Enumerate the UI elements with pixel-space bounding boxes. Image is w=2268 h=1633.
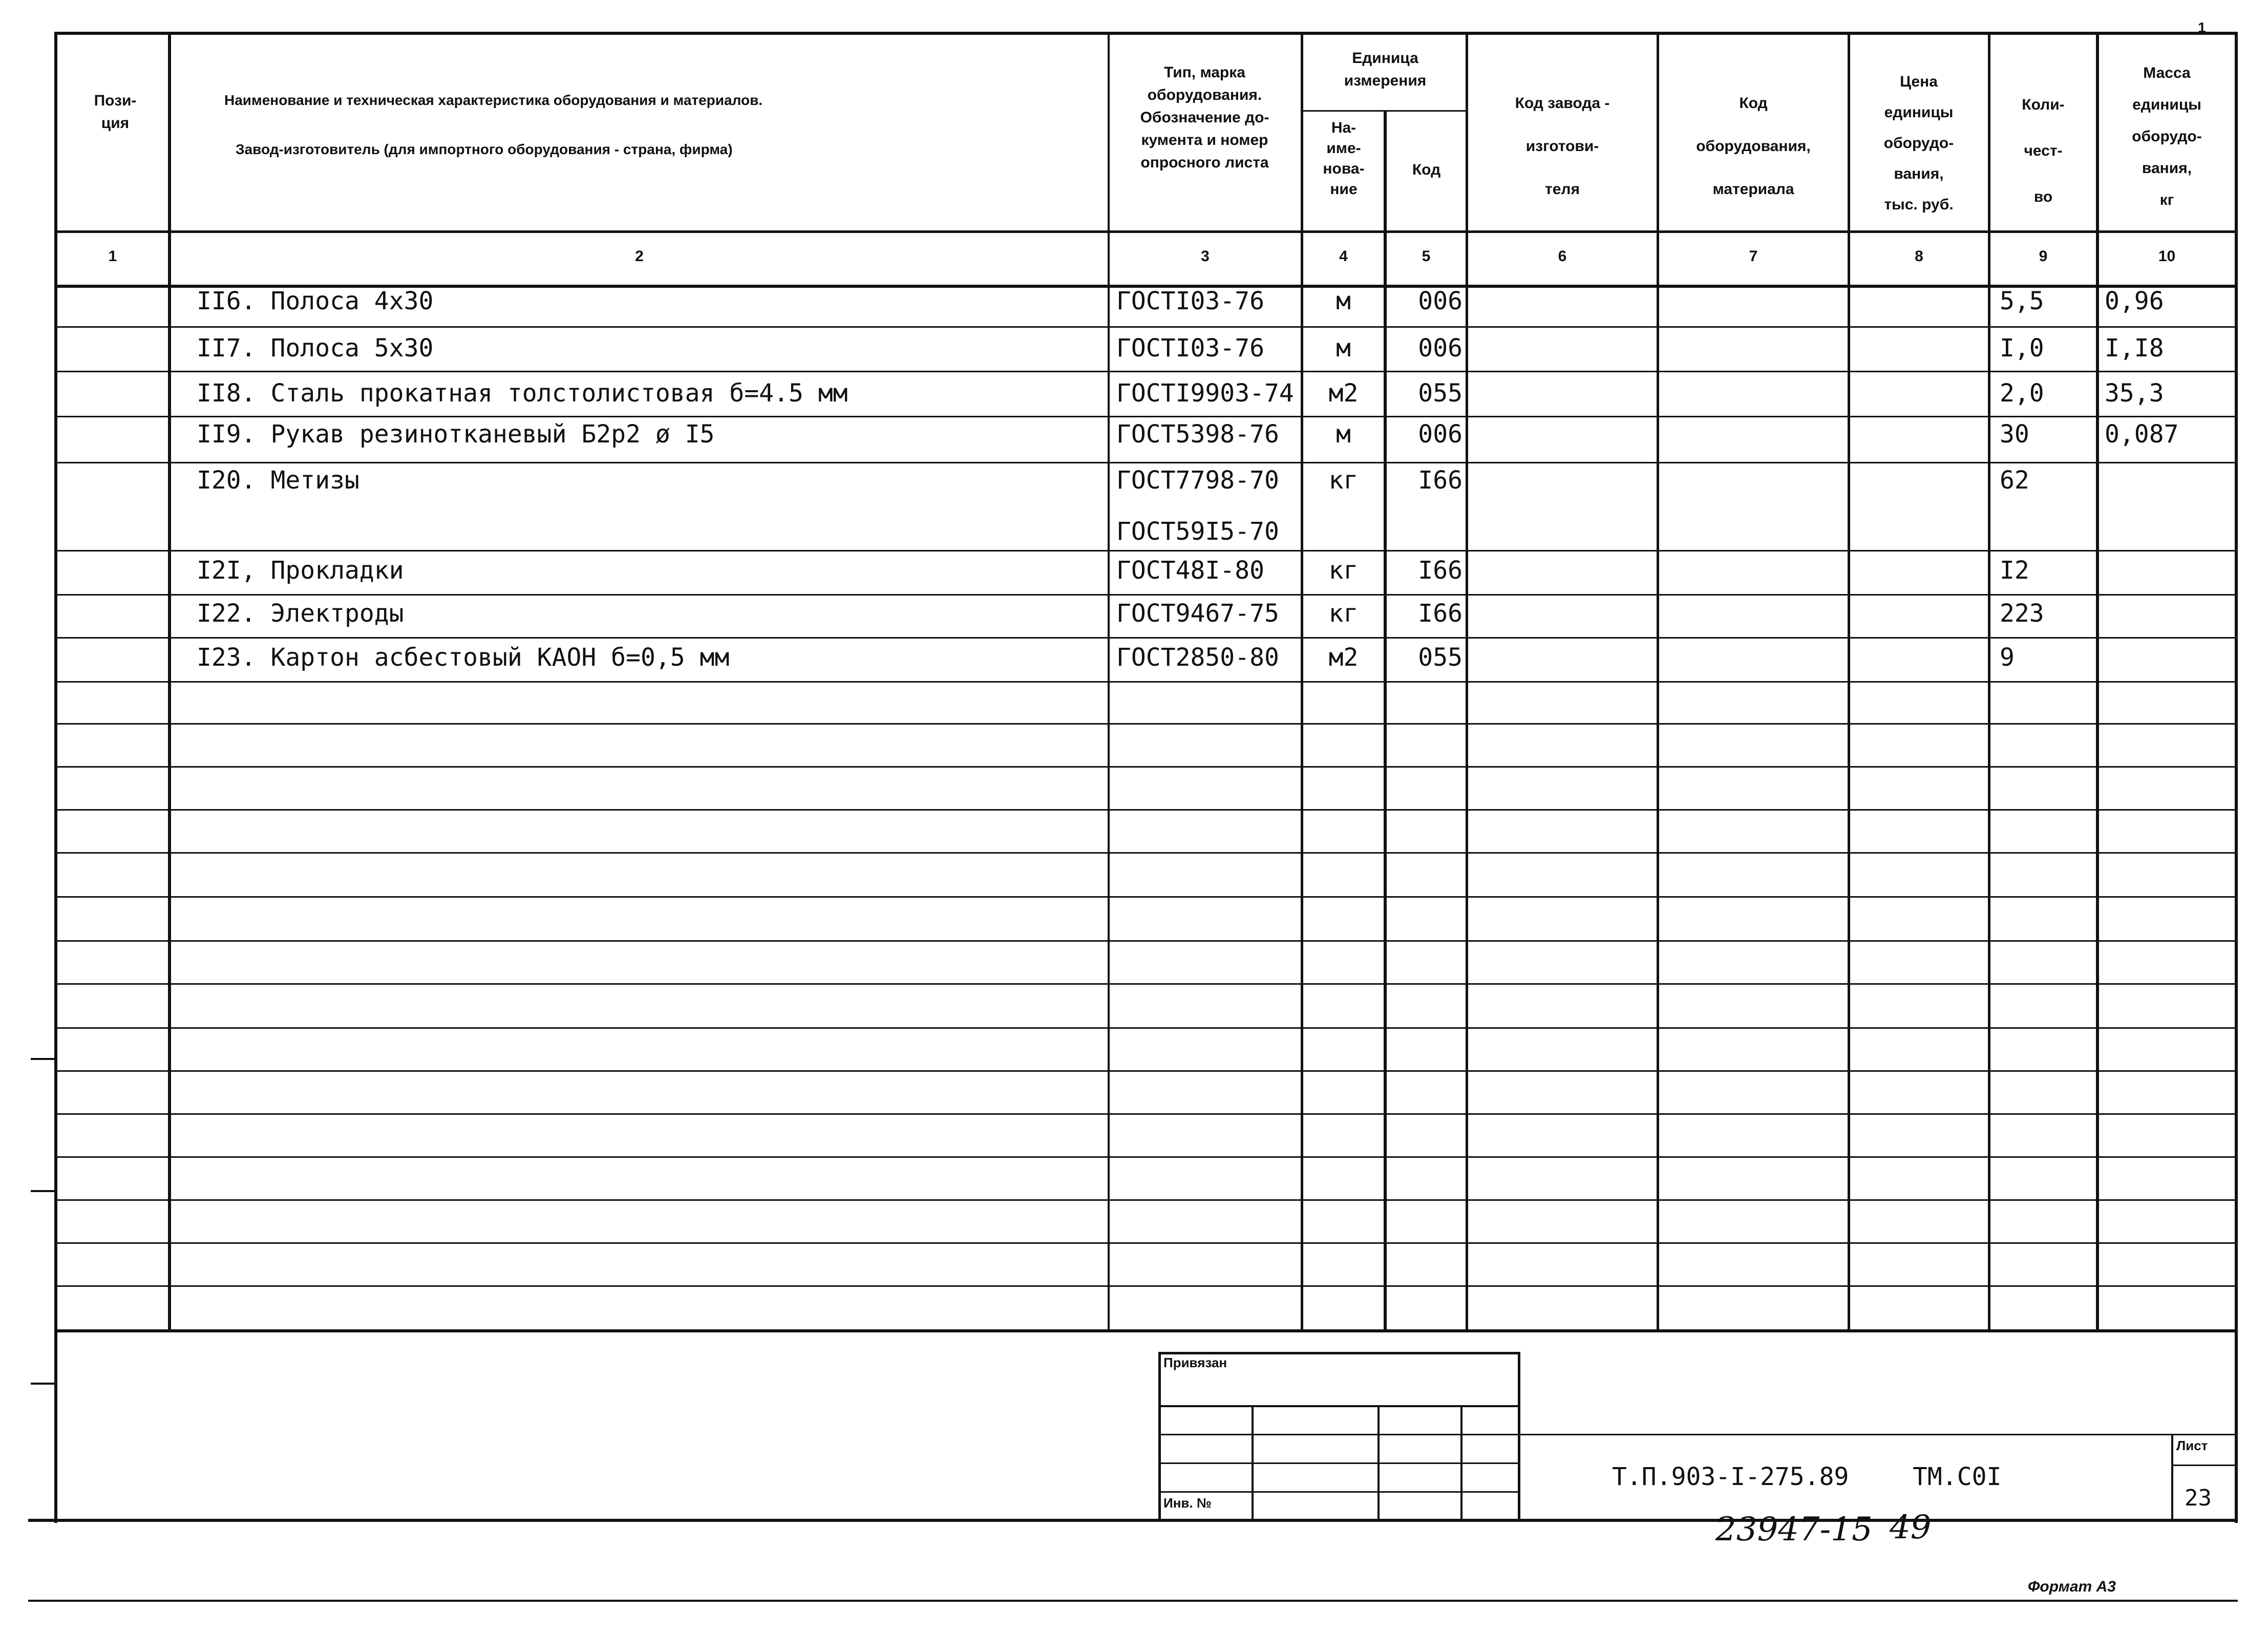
row-doc-cell: ГОСТI03-76 [1116,287,1264,315]
header-col10: Масса единицы оборудо- вания, кг [2132,65,2202,208]
row-mass-cell: 0,087 [2105,420,2179,449]
row-doc-cell: ГОСТ5398-76 [1116,420,1279,449]
row-name-cell: II6. Полоса 4x30 [197,287,434,315]
handwritten-page-number: 49 [1890,1509,1932,1546]
header-col9: Коли- чест- во [2022,96,2065,205]
row-qty-cell: 2,0 [2000,379,2044,408]
sheet-label: Лист [2176,1438,2208,1453]
row-doc-cell: ГОСТ9467-75 [1116,599,1279,628]
row-unit-cell: м [1336,420,1351,449]
page-mark: 1 [2198,19,2206,35]
row-mass-cell: 35,3 [2105,379,2164,408]
row-unit-cell: м2 [1328,379,1359,408]
row-qty-cell: 62 [2000,466,2029,495]
row-unit-cell: кг [1328,599,1359,628]
row-name-cell: I23. Картон асбестовый КАОН б=0,5 мм [197,643,730,672]
document-sheet-code: ТМ.С0I [1913,1462,2002,1491]
row-doc-cell: ГОСТ48I-80 [1116,556,1264,585]
row-mass-cell: 0,96 [2105,287,2164,315]
row-name-cell: II7. Полоса 5x30 [197,334,434,363]
header-col3: Тип, марка оборудования. Обозначение до- кумента и номер опросного листа [1140,64,1269,171]
row-qty-cell: 9 [2000,643,2015,672]
col-number: 9 [2039,248,2048,265]
row-code-cell: 006 [1418,334,1462,363]
document-code: Т.П.903-I-275.89 [1612,1462,1849,1491]
header-col1: Пози- ция [94,92,137,132]
col-number: 1 [108,248,117,265]
row-code-cell: I66 [1418,466,1462,495]
col-number: 5 [1422,248,1431,265]
header-unit-group: Единица измерения [1344,50,1427,89]
format-label: Формат А3 [2028,1578,2116,1595]
col-number: 6 [1558,248,1567,265]
row-unit-cell: м2 [1328,643,1359,672]
row-code-cell: I66 [1418,599,1462,628]
handwritten-inventory-number: 23947-15 [1715,1511,1873,1549]
inventory-label: Инв. № [1163,1495,1212,1511]
header-col6: Код завода - изготови- теля [1515,95,1610,198]
row-code-cell: I66 [1418,556,1462,585]
row-name-cell: I22. Электроды [197,599,404,628]
header-col5: Код [1412,161,1441,178]
row-unit-cell: кг [1328,466,1359,495]
header-col4: На- име- нова- ние [1323,119,1365,198]
col-number: 7 [1749,248,1758,265]
sheet-number: 23 [2185,1485,2212,1511]
row-code-cell: 055 [1418,643,1462,672]
row-qty-cell: 5,5 [2000,287,2044,315]
row-unit-cell: м [1336,334,1351,363]
header-col2-line1: Наименование и техническая характеристика оборудования и материалов. [224,92,763,108]
col-number: 8 [1915,248,1923,265]
header-col7: Код оборудования, материала [1696,95,1811,198]
row-mass-cell: I,I8 [2105,334,2164,363]
row-name-cell: II8. Сталь прокатная толстолистовая б=4.5 мм [197,379,848,408]
col-number: 4 [1339,248,1348,265]
row-code-cell: 055 [1418,379,1462,408]
row-qty-cell: I2 [2000,556,2029,585]
row-doc-cell: ГОСТI03-76 [1116,334,1264,363]
col-number: 10 [2158,248,2176,265]
row-doc-cell: ГОСТ7798-70 [1116,466,1279,495]
header-col8: Цена единицы оборудо- вания, тыс. руб. [1883,73,1954,213]
row-qty-cell: 30 [2000,420,2029,449]
row-unit-cell: м [1336,287,1351,315]
col-number: 2 [635,248,644,265]
row-code-cell: 006 [1418,420,1462,449]
row-unit-cell: кг [1328,556,1359,585]
row-qty-cell: I,0 [2000,334,2044,363]
row-doc-cell: ГОСТ2850-80 [1116,643,1279,672]
privyazan-label: Привязан [1163,1355,1227,1370]
row-name-cell: I20. Метизы [197,466,359,495]
row-name-cell: I2I, Прокладки [197,556,404,585]
row-qty-cell: 223 [2000,599,2044,628]
row-doc-cell: ГОСТI9903-74 [1116,379,1294,408]
row-name-cell: II9. Рукав резинотканевый Б2р2 ø I5 [197,420,715,449]
header-col2-line2: Завод-изготовитель (для импортного оборудования - страна, фирма) [236,141,733,157]
row-doc-cell: ГОСТ59I5-70 [1116,517,1279,546]
col-number: 3 [1201,248,1210,265]
row-code-cell: 006 [1418,287,1462,315]
